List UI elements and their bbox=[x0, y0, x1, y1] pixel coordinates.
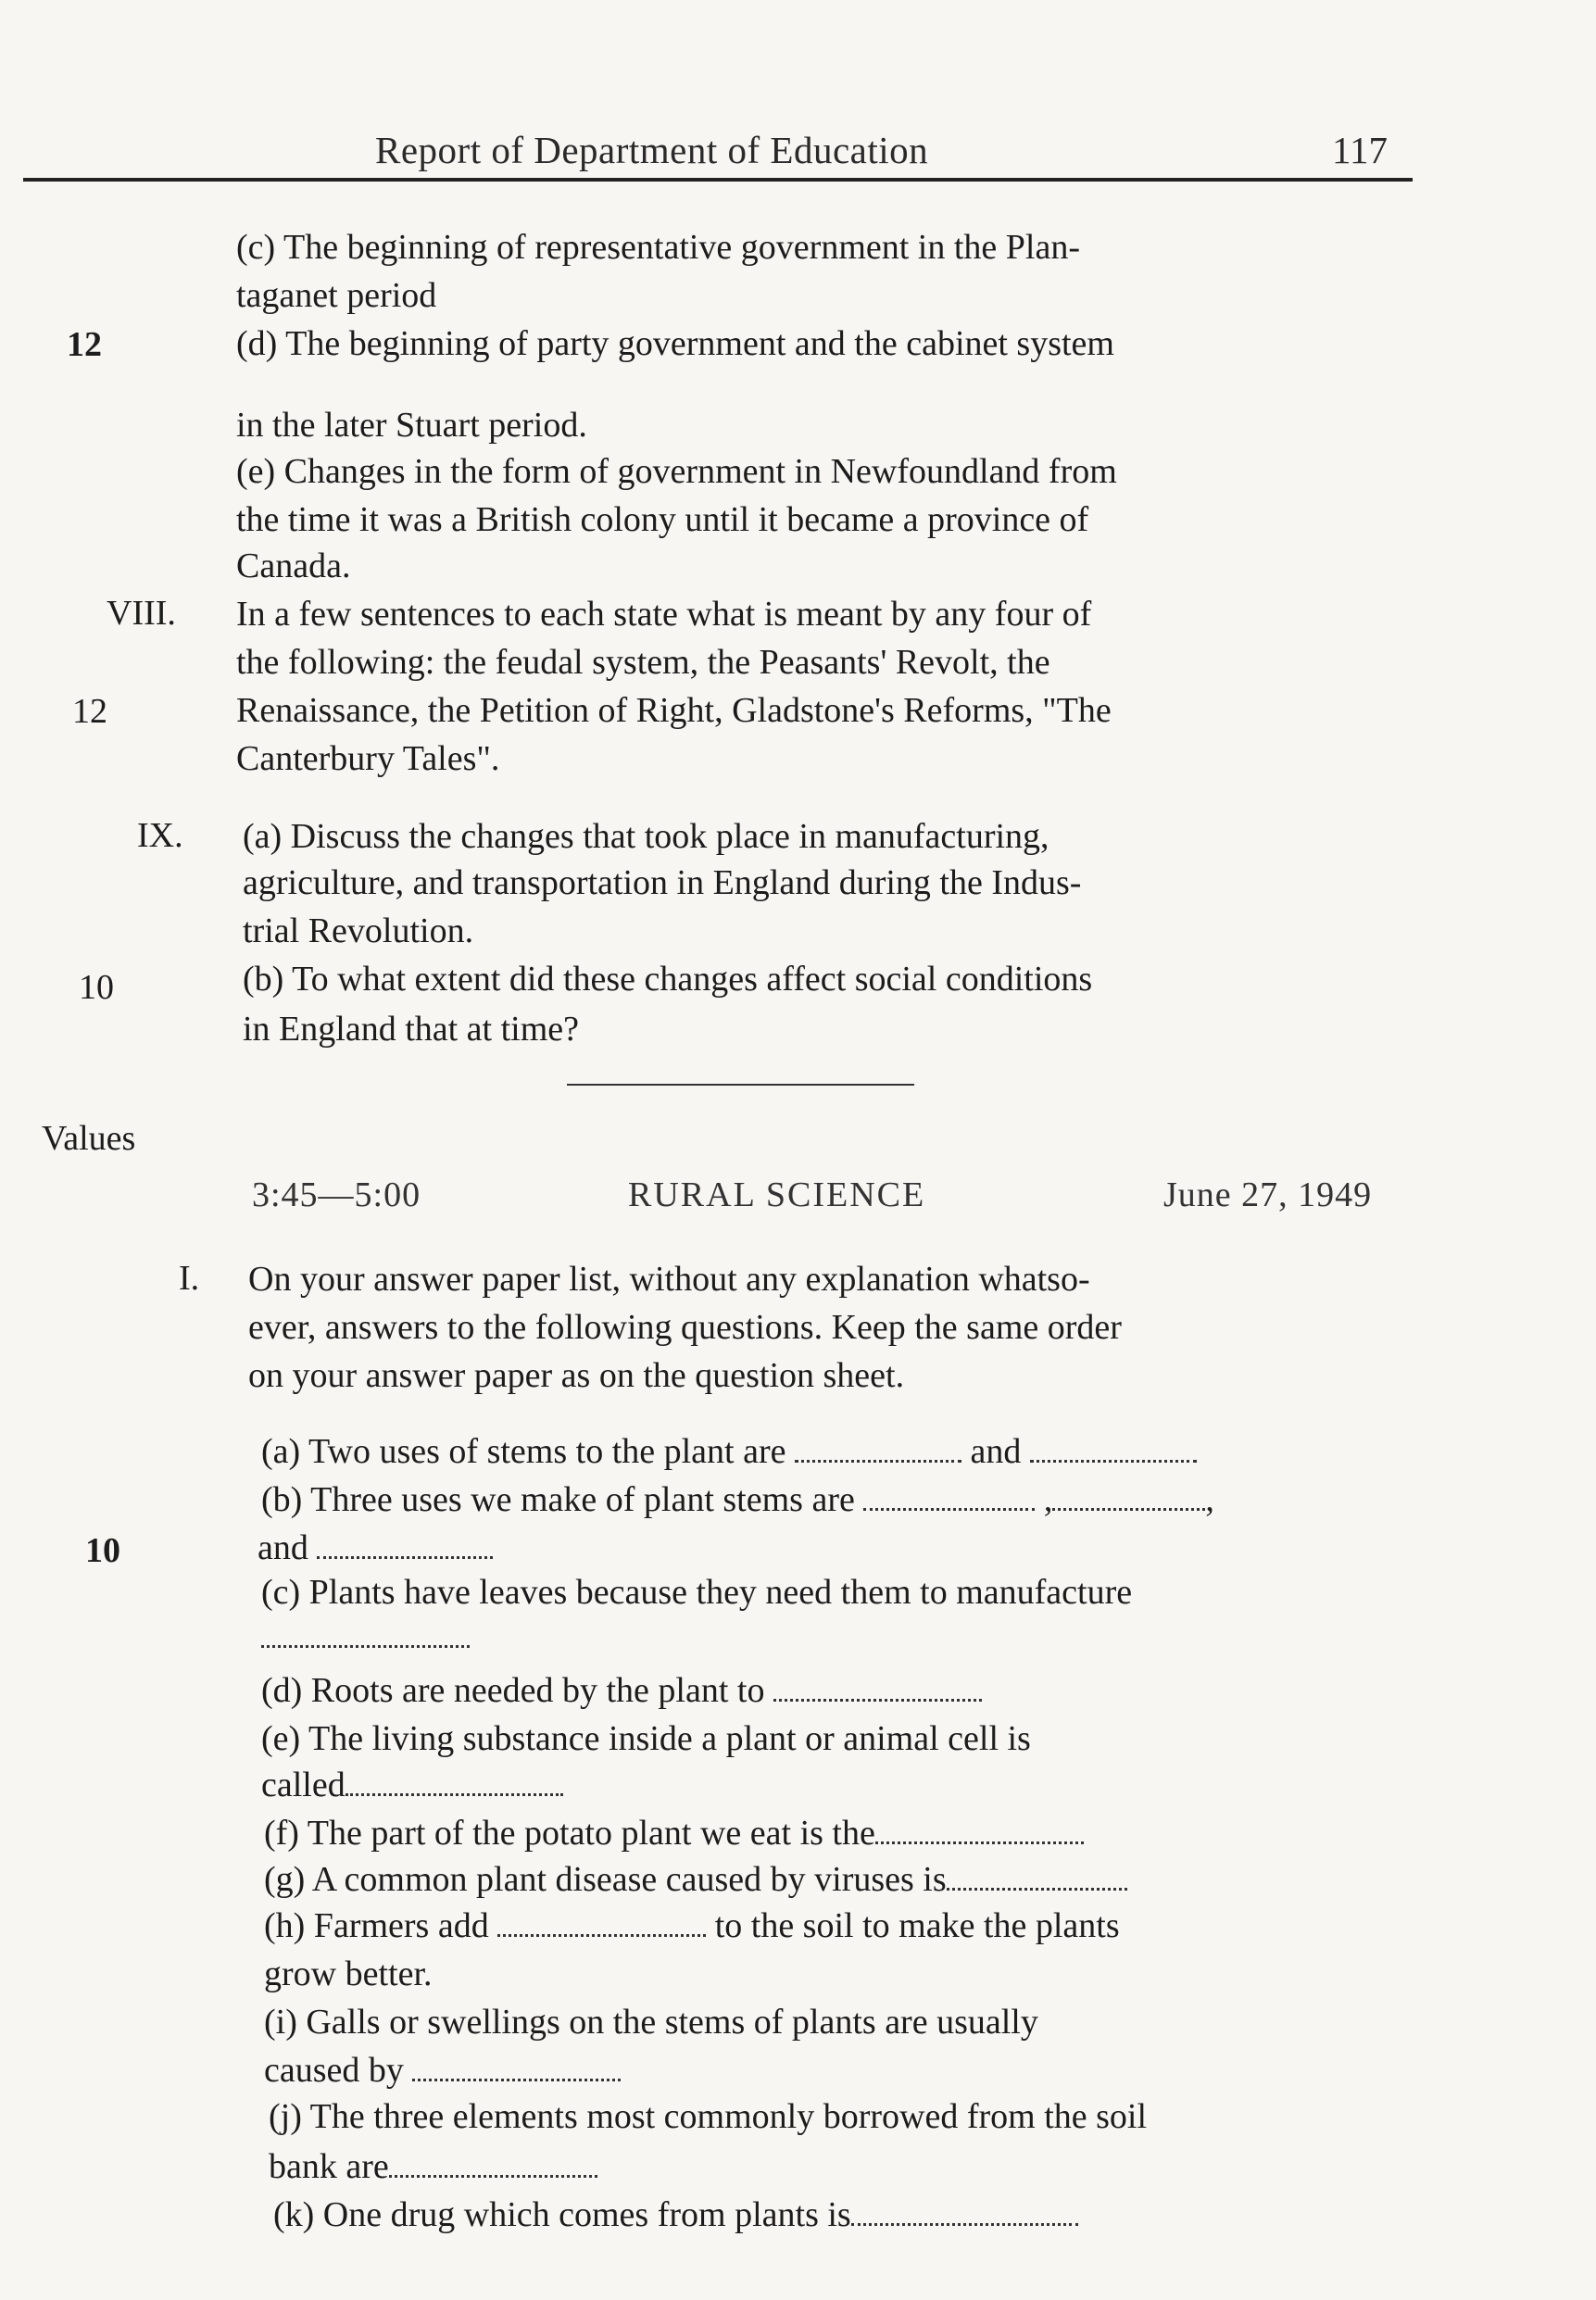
item-i-cont: caused by bbox=[264, 2049, 621, 2092]
value-mark: 12 bbox=[67, 325, 102, 364]
running-header-title: Report of Department of Education bbox=[375, 129, 929, 171]
item-b-cont: and bbox=[258, 1527, 493, 1569]
question-line: (e) Changes in the form of government in Newfoundland from bbox=[236, 452, 1117, 491]
question-line: in the later Stuart period. bbox=[236, 406, 587, 445]
values-column-label: Values bbox=[42, 1119, 136, 1158]
question-line: on your answer paper as on the question sheet. bbox=[248, 1356, 905, 1395]
item-b: (b) Three uses we make of plant stems are , , bbox=[261, 1480, 1214, 1519]
item-e-cont: called bbox=[261, 1764, 563, 1806]
question-line: taganet period bbox=[236, 276, 437, 315]
item-k: (k) One drug which comes from plants is bbox=[273, 2193, 1078, 2236]
exam-subject-title: RURAL SCIENCE bbox=[628, 1175, 926, 1214]
item-a: (a) Two uses of stems to the plant are and bbox=[261, 1430, 1197, 1473]
item-j-cont: bank are bbox=[269, 2145, 597, 2188]
item-c-blank bbox=[261, 1615, 470, 1658]
value-mark: 10 bbox=[79, 968, 114, 1007]
question-line: agriculture, and transportation in England during the Indus- bbox=[243, 863, 1082, 902]
question-line: the time it was a British colony until it became a province of bbox=[236, 500, 1089, 539]
item-d: (d) Roots are needed by the plant to bbox=[261, 1669, 982, 1712]
item-e: (e) The living substance inside a plant or animal cell is bbox=[261, 1719, 1031, 1758]
question-line: (a) Discuss the changes that took place in manufacturing, bbox=[243, 817, 1049, 856]
item-f: (f) The part of the potato plant we eat is the bbox=[264, 1812, 1084, 1854]
value-mark: 12 bbox=[72, 692, 107, 731]
question-line: On your answer paper list, without any explanation whatso- bbox=[248, 1260, 1090, 1299]
question-number: VIII. bbox=[107, 594, 176, 633]
page-number: 117 bbox=[1332, 129, 1388, 171]
question-number: I. bbox=[179, 1259, 200, 1298]
header-rule bbox=[23, 178, 1413, 182]
question-line: trial Revolution. bbox=[243, 911, 474, 950]
question-line: Renaissance, the Petition of Right, Gladstone's Reforms, "The bbox=[236, 691, 1112, 730]
section-divider bbox=[567, 1084, 914, 1086]
question-line: (d) The beginning of party government and the cabinet system bbox=[236, 324, 1114, 363]
item-i: (i) Galls or swellings on the stems of plants are usually bbox=[264, 2003, 1038, 2042]
question-line: the following: the feudal system, the Peasants' Revolt, the bbox=[236, 643, 1050, 682]
question-line: In a few sentences to each state what is meant by any four of bbox=[236, 595, 1092, 634]
item-h-cont: grow better. bbox=[264, 1954, 433, 1993]
exam-time: 3:45—5:00 bbox=[252, 1175, 421, 1214]
item-h: (h) Farmers add to the soil to make the plants bbox=[264, 1906, 1120, 1945]
value-mark: 10 bbox=[85, 1531, 120, 1570]
item-j: (j) The three elements most commonly borrowed from the soil bbox=[269, 2097, 1148, 2136]
question-line: (b) To what extent did these changes affect social conditions bbox=[243, 960, 1093, 999]
question-number: IX. bbox=[137, 816, 183, 855]
item-c: (c) Plants have leaves because they need them to manufacture bbox=[261, 1573, 1133, 1612]
question-line: in England that at time? bbox=[243, 1010, 580, 1049]
question-line: Canterbury Tales". bbox=[236, 739, 500, 778]
question-line: Canada. bbox=[236, 547, 351, 585]
item-g: (g) A common plant disease caused by viruses is bbox=[264, 1858, 1127, 1901]
exam-date: June 27, 1949 bbox=[1163, 1175, 1373, 1214]
question-line: ever, answers to the following questions. Keep the same order bbox=[248, 1308, 1122, 1347]
question-line: (c) The beginning of representative government in the Plan- bbox=[236, 228, 1080, 267]
